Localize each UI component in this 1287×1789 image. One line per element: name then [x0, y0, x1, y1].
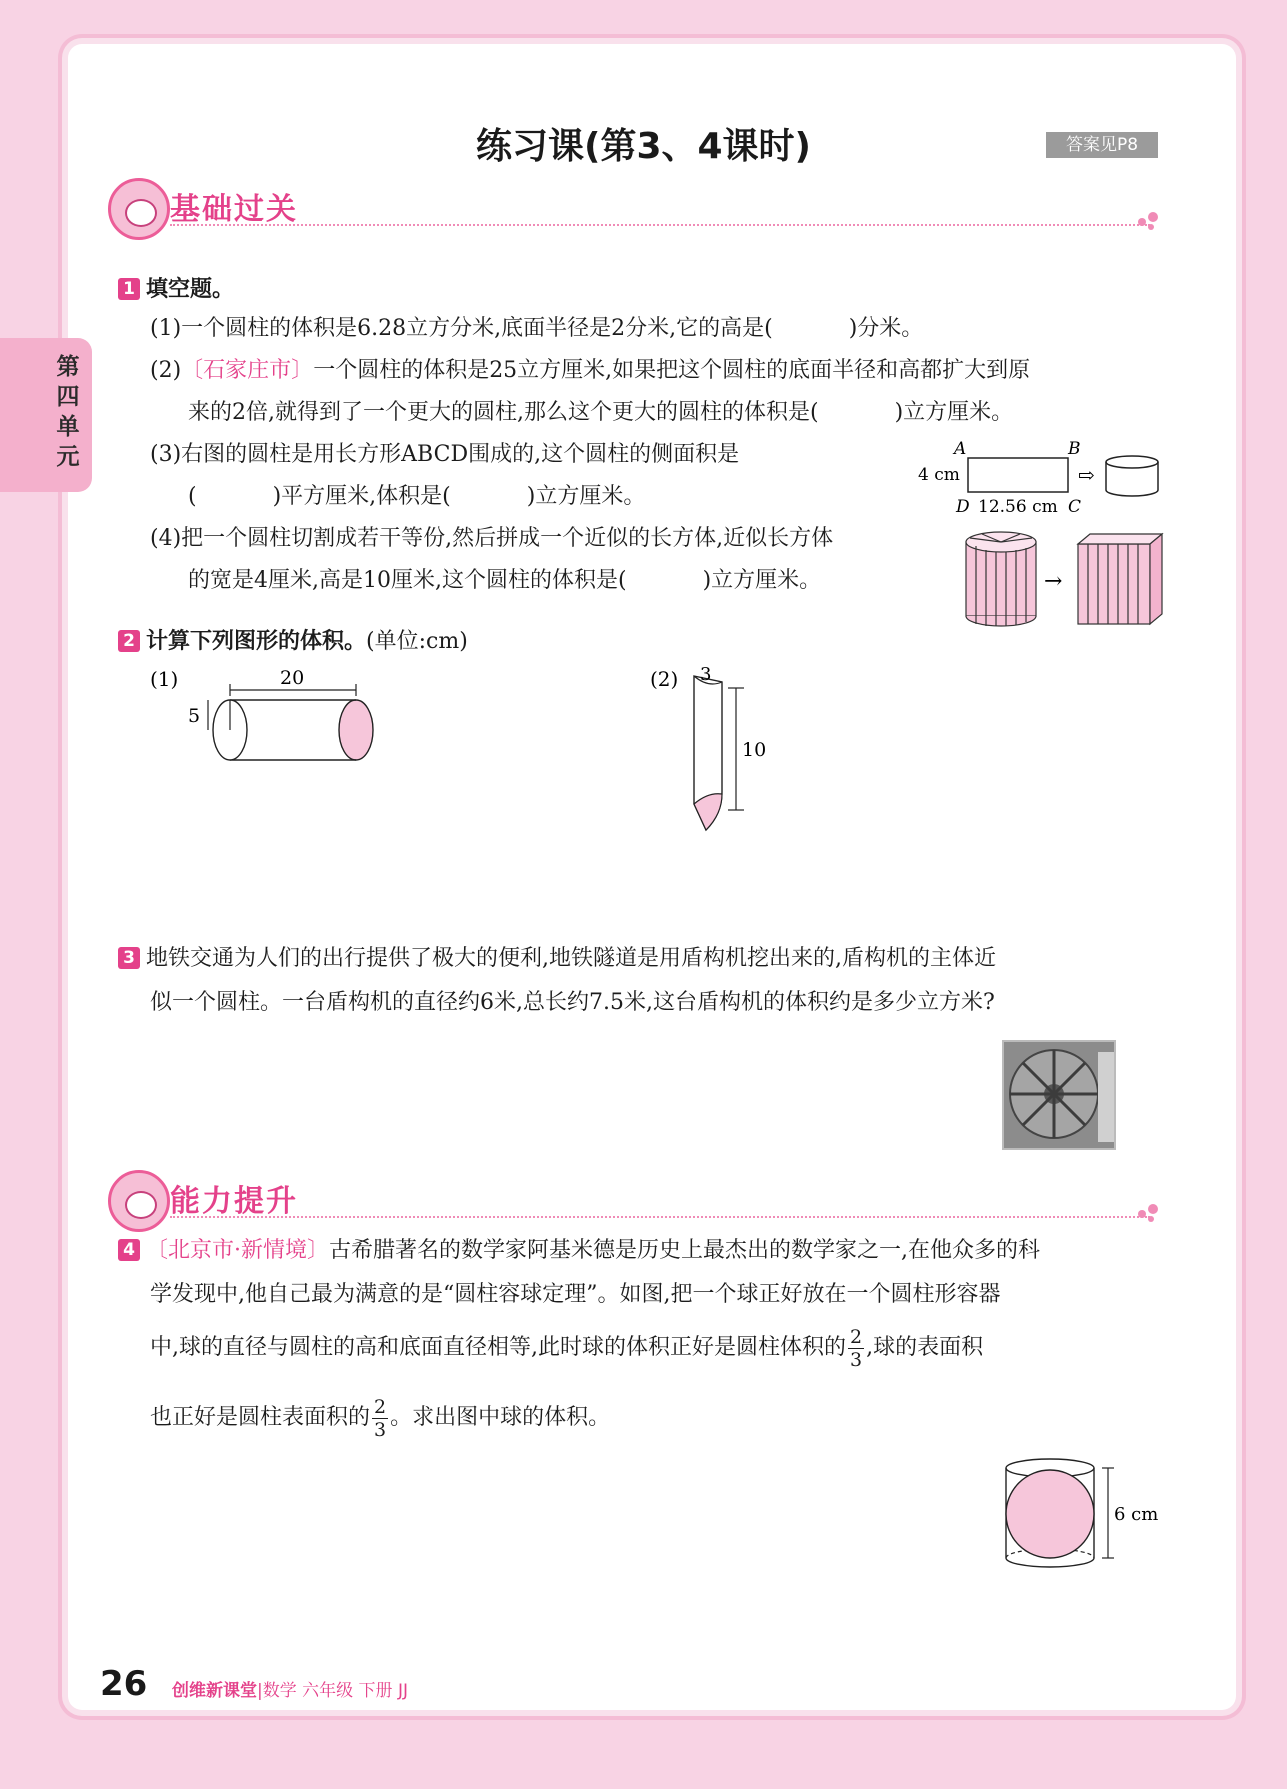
decorative-dots-icon: [1138, 210, 1162, 234]
label-b: B: [1068, 439, 1081, 459]
question-4-text-4-end: 。求出图中球的体积。: [390, 1405, 611, 1430]
q1-part-1: [150, 314, 923, 344]
question-2-title: 计算下列图形的体积。: [146, 629, 367, 654]
question-number-badge: 2: [118, 630, 140, 652]
height-label: 6 cm: [1114, 1504, 1159, 1525]
page-title: 练习课(第3、4课时): [475, 126, 811, 167]
q1-part-2-text-2: 来的2倍,就得到了一个更大的圆柱,那么这个更大的圆柱的体积是(: [188, 400, 819, 425]
section-divider: [170, 224, 1150, 226]
mascot-icon: [108, 178, 170, 240]
section-title-advanced: 能力提升: [170, 1184, 298, 1219]
question-4-line-2: 学发现中,他自己最为满意的是“圆柱容球定理”。如图,把一个球正好放在一个圆柱形容器: [150, 1282, 1001, 1307]
height-label: 10: [742, 739, 767, 761]
q1-part-2-number: (2): [150, 358, 182, 383]
radius-label: 3: [700, 664, 712, 685]
q1-part-4-end: )立方厘米。: [702, 568, 822, 593]
section-title-basic: 基础过关: [170, 192, 298, 227]
radius-label: 5: [188, 705, 201, 727]
q1-part-2-end: )立方厘米。: [894, 400, 1014, 425]
question-1-heading: [118, 272, 234, 303]
transform-arrow-icon: ⇨: [1078, 463, 1095, 487]
q1-part-4-cont: [188, 566, 821, 596]
question-4-line-3: [150, 1320, 983, 1376]
q1-part-3-text-2: )平方厘米,体积是(: [272, 484, 451, 509]
fraction-denominator: 3: [374, 1418, 387, 1441]
footer-book-info: 数学 六年级 下册 JJ: [262, 1681, 408, 1701]
q1-part-1-end: )分米。: [848, 316, 924, 341]
q1-part-4-text-2: 的宽是4厘米,高是10厘米,这个圆柱的体积是(: [188, 568, 627, 593]
q1-part-3-end: )立方厘米。: [526, 484, 646, 509]
question-1-title: 填空题。: [146, 277, 235, 302]
question-2-heading: [118, 624, 468, 655]
q1-part-3-cont: [188, 482, 645, 512]
fraction-denominator: 3: [850, 1348, 863, 1371]
label-d: D: [956, 497, 970, 517]
figure-label: (2): [650, 667, 679, 691]
page-number: 26: [100, 1664, 148, 1704]
section-header-advanced: [108, 1170, 1168, 1230]
label-c: C: [1068, 497, 1082, 517]
fraction-numerator: 2: [850, 1325, 863, 1348]
rectangle-abcd: [968, 458, 1068, 492]
question-4-text-1: 古希腊著名的数学家阿基米德是历史上最杰出的数学家之一,在他众多的科: [329, 1238, 1040, 1263]
mascot-icon: [108, 1170, 170, 1232]
figure-2-1-cylinder: [146, 664, 386, 774]
figure-2-2-slanted-cylinder: [648, 664, 788, 844]
question-3-line-1: [118, 944, 996, 974]
q1-part-3: [150, 440, 739, 470]
approximate-cuboid-icon: [1078, 534, 1162, 624]
q1-part-4-text: (4)把一个圆柱切割成若干等份,然后拼成一个近似的长方体,近似长方体: [150, 526, 834, 551]
question-number-badge: 4: [118, 1239, 140, 1261]
sphere-shape: [1006, 1470, 1094, 1558]
q1-part-4: [150, 524, 833, 554]
q1-part-2-cont: [188, 398, 1013, 428]
footer-brand: 创维新课堂: [172, 1681, 257, 1701]
footer-separator: |: [257, 1681, 263, 1701]
sphere-in-cylinder-figure: [1004, 1454, 1168, 1572]
question-number-badge: 3: [118, 947, 140, 969]
cylinder-icon: [1106, 456, 1158, 496]
question-4-text-3: 中,球的直径与圆柱的高和底面直径相等,此时球的体积正好是圆柱体积的: [150, 1335, 846, 1360]
decorative-dots-icon: [1138, 1202, 1162, 1226]
question-2-unit: (单位:cm): [366, 629, 468, 654]
question-3-line-2: 似一个圆柱。一台盾构机的直径约6米,总长约7.5米,这台盾构机的体积约是多少立方米?: [150, 990, 995, 1015]
question-4-text-3-end: ,球的表面积: [866, 1335, 984, 1360]
section-divider: [170, 1216, 1150, 1218]
transform-arrow-icon: →: [1044, 569, 1063, 594]
question-4-line-4: [150, 1390, 610, 1446]
q1-part-3-open: (: [188, 484, 197, 509]
rectangle-to-cylinder-figure: [918, 438, 1168, 518]
unit-side-tab-label: 第四单元: [56, 354, 80, 470]
section-header-basic: [108, 178, 1168, 238]
label-height: 4 cm: [918, 465, 960, 485]
question-4-line-1: [118, 1236, 1040, 1266]
q1-part-2-text: 一个圆柱的体积是25立方厘米,如果把这个圆柱的底面半径和高都扩大到原: [313, 358, 1031, 383]
question-4-region-tag: 〔北京市·新情境〕: [146, 1238, 329, 1263]
tunnel-boring-machine-photo: [1002, 1040, 1116, 1150]
footer-info: [172, 1676, 408, 1701]
fraction-two-thirds: [372, 1396, 388, 1441]
figure-label: (1): [150, 667, 179, 691]
question-4-text-4: 也正好是圆柱表面积的: [150, 1405, 371, 1430]
question-3-text-1: 地铁交通为人们的出行提供了极大的便利,地铁隧道是用盾构机挖出来的,盾构机的主体近: [146, 946, 996, 971]
q1-part-3-text: (3)右图的圆柱是用长方形ABCD围成的,这个圆柱的侧面积是: [150, 442, 740, 467]
label-a: A: [954, 439, 967, 459]
q1-part-1-text: (1)一个圆柱的体积是6.28立方分米,底面半径是2分米,它的高是(: [150, 316, 773, 341]
q1-part-2-region-tag: 〔石家庄市〕: [181, 358, 314, 383]
answer-reference-badge: 答案见P8: [1046, 132, 1158, 158]
length-label: 20: [280, 667, 305, 689]
q1-part-2: [150, 356, 1030, 386]
fraction-numerator: 2: [374, 1395, 387, 1418]
cylinder-to-cuboid-figure: [962, 528, 1168, 628]
label-length: 12.56 cm: [978, 497, 1058, 517]
fraction-two-thirds: [848, 1326, 864, 1371]
question-number-badge: 1: [118, 278, 140, 300]
tbm-illustration-icon: [1004, 1042, 1114, 1148]
unit-side-tab: [0, 338, 92, 492]
sliced-cylinder-icon: [966, 532, 1036, 626]
